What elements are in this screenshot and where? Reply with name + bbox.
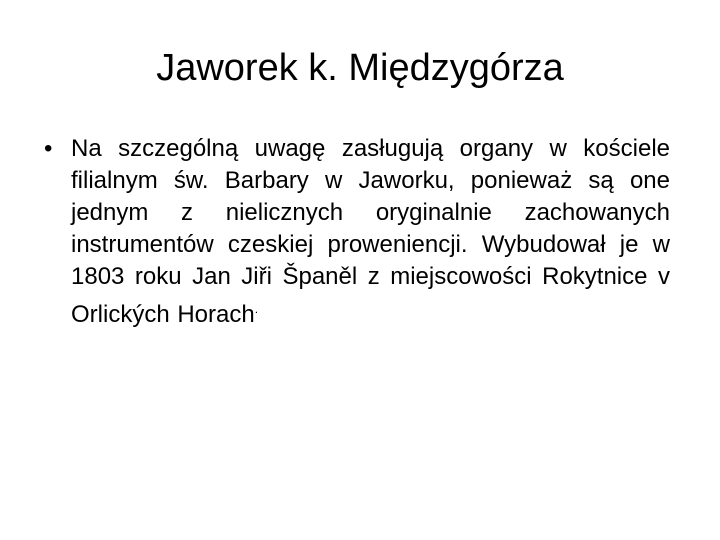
bullet-item bbox=[44, 133, 670, 331]
bullet-text: Na szczególną uwagę zasługują organy w kościele filialnym św. Barbary w Jaworku, ponieważ są one jednym z nielicznych oryginalnie zachowanych instrumentów czeskiej proweniencji. Wybudował je w 1803 roku Jan Jiři Španěl z miejscowości Rokytnice v Orlických Horach bbox=[71, 135, 670, 328]
bullet-dot-icon: • bbox=[44, 135, 53, 162]
trailing-mark: . bbox=[254, 302, 259, 316]
slide-title: Jaworek k. Międzygórza bbox=[156, 47, 564, 89]
slide-body bbox=[44, 133, 670, 331]
bullet-paragraph bbox=[71, 133, 670, 331]
